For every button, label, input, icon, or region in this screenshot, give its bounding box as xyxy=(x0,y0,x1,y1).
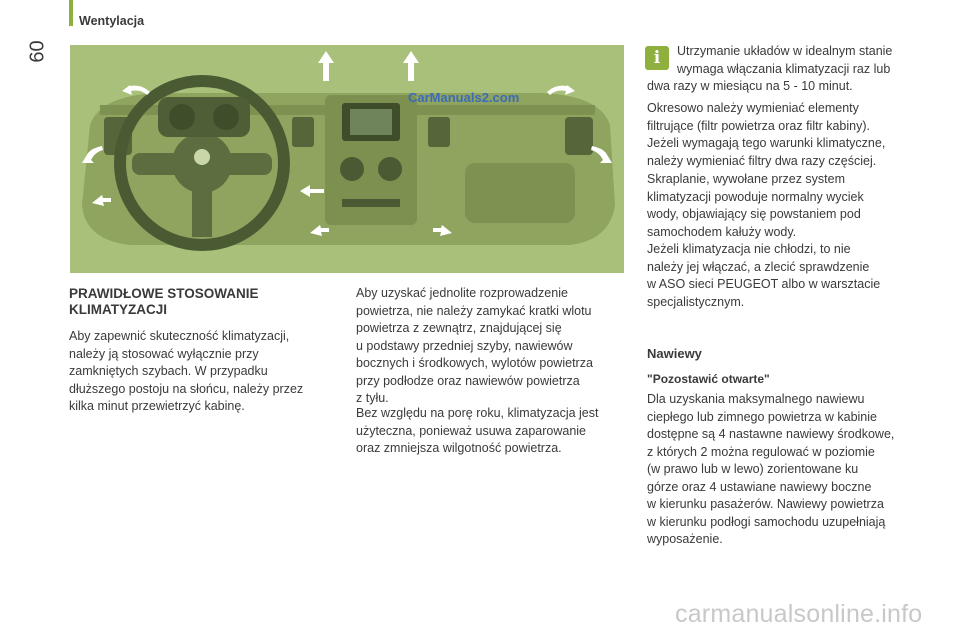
dashboard-illustration xyxy=(70,45,624,273)
paragraph-usage xyxy=(69,328,339,416)
info-icon: i xyxy=(645,46,669,70)
text-line: Skraplanie, wywołane przez system xyxy=(647,172,845,186)
text-line: klimatyzacji powoduje normalny wyciek xyxy=(647,189,864,204)
text-line: w kierunku podłogi samochodu uzupełniają xyxy=(647,514,886,529)
text-line: należy wymieniać filtry dwa razy częściej. xyxy=(647,153,877,168)
nawiewy-subheading: "Pozostawić otwarte" xyxy=(647,372,770,386)
text-line: bocznych i środkowych, wylotów powietrza xyxy=(356,356,593,370)
text-line: u podstawy przedniej szyby, nawiewów xyxy=(356,338,573,353)
section-label: Wentylacja xyxy=(79,14,145,28)
paragraph-filters xyxy=(647,100,915,170)
text-line: Dla uzyskania maksymalnego nawiewu xyxy=(647,392,865,406)
text-line: Aby zapewnić skuteczność klimatyzacji, xyxy=(69,329,290,343)
text-line: Okresowo należy wymieniać elementy xyxy=(647,101,859,115)
text-line: samochodem kałuży wody. xyxy=(647,224,797,239)
text-line: użyteczna, ponieważ usuwa zaparowanie xyxy=(356,423,586,438)
text-line: Utrzymanie układów w idealnym stanie xyxy=(677,44,893,58)
paragraph-distribution xyxy=(356,285,626,408)
text-line: dłuższego postoju na słońcu, należy przez xyxy=(69,381,304,396)
text-line: w ASO sieci PEUGEOT albo w warsztacie xyxy=(647,277,881,291)
header-accent-bar xyxy=(69,0,73,26)
text-line: przy podłodze oraz nawiewów powietrza xyxy=(356,373,580,388)
text-line: powietrza, nie należy zamykać kratki wlotu xyxy=(356,303,592,318)
text-line: należy jej włączać, a zlecić sprawdzenie xyxy=(647,259,870,274)
text-line: kilka minut przewietrzyć kabinę. xyxy=(69,399,245,413)
text-line: Bez względu na porę roku, klimatyzacja jest xyxy=(356,406,599,420)
text-line: dostępne są 4 nastawne nawiewy środkowe, xyxy=(647,427,895,441)
text-line: wody, objawiający się powstaniem pod xyxy=(647,207,861,221)
paragraph-condensation xyxy=(647,171,915,241)
text-line: oraz zmniejsza wilgotność powietrza. xyxy=(356,441,562,455)
text-line: specjalistycznym. xyxy=(647,294,745,309)
figure-watermark: CarManuals2.com xyxy=(408,90,520,105)
section-title xyxy=(69,286,329,318)
title-line: KLIMATYZACJI xyxy=(69,302,167,317)
info-note-bottom xyxy=(647,78,915,96)
text-line: (w prawo lub w lewo) zorientowane ku xyxy=(647,462,859,476)
text-line: powietrza z zewnątrz, znajdującej się xyxy=(356,321,562,335)
text-line: zamkniętych szybach. W przypadku xyxy=(69,364,268,378)
text-line: Aby uzyskać jednolite rozprowadzenie xyxy=(356,286,568,300)
footer-watermark: carmanualsonline.info xyxy=(675,600,923,628)
info-note-top xyxy=(677,43,927,78)
nawiewy-heading: Nawiewy xyxy=(647,346,702,361)
text-line: Jeżeli klimatyzacja nie chłodzi, to nie xyxy=(647,242,851,256)
text-line: filtrujące (filtr powietrza oraz filtr kabiny). xyxy=(647,118,870,133)
text-line: w kierunku pasażerów. Nawiewy powietrza xyxy=(647,497,884,511)
dashboard-drawing xyxy=(70,45,624,273)
text-line: wyposażenie. xyxy=(647,532,723,546)
text-line: ciepłego lub zimnego powietrza w kabinie xyxy=(647,409,877,424)
paragraph-vents xyxy=(647,391,915,549)
paragraph-not-cooling xyxy=(647,241,915,311)
paragraph-year-round xyxy=(356,405,626,458)
text-line: wymaga włączania klimatyzacji raz lub xyxy=(677,61,891,76)
text-line: należy ją stosować wyłącznie przy xyxy=(69,346,259,361)
text-line: z których 2 można regulować w poziomie xyxy=(647,444,875,459)
page-number: 60 xyxy=(26,40,49,63)
text-line: górze oraz 4 ustawiane nawiewy boczne xyxy=(647,479,872,494)
text-line: z tyłu. xyxy=(356,391,389,405)
title-line: PRAWIDŁOWE STOSOWANIE xyxy=(69,286,259,301)
text-line: dwa razy w miesiącu na 5 - 10 minut. xyxy=(647,79,853,93)
text-line: Jeżeli wymagają tego warunki klimatyczne, xyxy=(647,136,886,150)
